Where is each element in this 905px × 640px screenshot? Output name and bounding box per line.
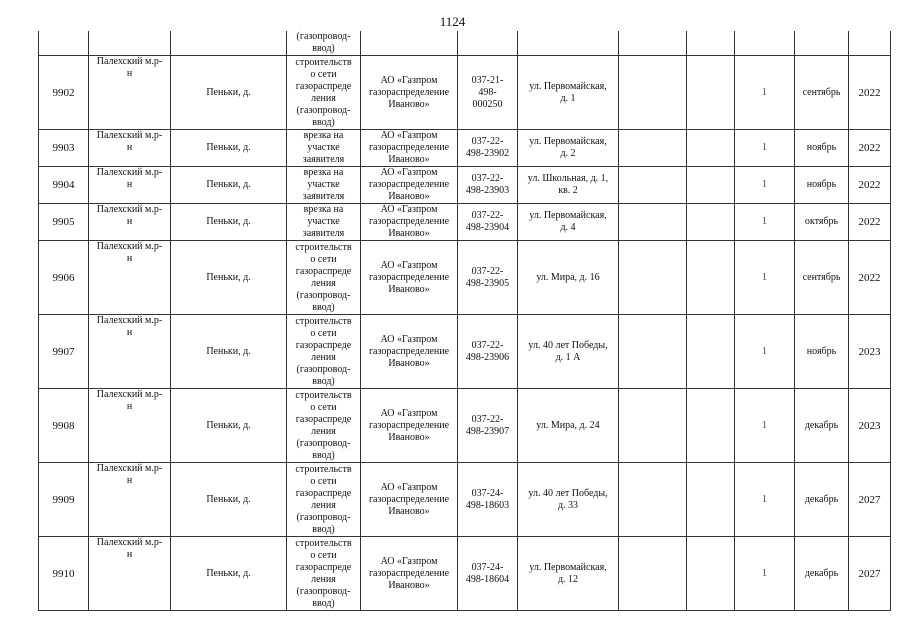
year-cell: 2022 xyxy=(849,56,891,130)
application-code-cell: 037-22- 498-23902 xyxy=(458,130,518,167)
empty-cell xyxy=(687,389,735,463)
locality-cell: Пеньки, д. xyxy=(171,130,287,167)
organization-cell: АО «Газпром газораспределение Иваново» xyxy=(361,537,458,611)
district-cell: Палехский м.р- н xyxy=(89,167,171,204)
continuation-row xyxy=(39,31,891,56)
work-type-cell: врезка на участке заявителя xyxy=(287,167,361,204)
page-number: 1124 xyxy=(439,14,466,29)
organization-cell: АО «Газпром газораспределение Иваново» xyxy=(361,315,458,389)
district-cell: Палехский м.р- н xyxy=(89,241,171,315)
application-code-cell: 037-22- 498-23905 xyxy=(458,241,518,315)
month-cell: декабрь xyxy=(795,389,849,463)
year-cell: 2027 xyxy=(849,537,891,611)
row-number-cell: 9903 xyxy=(39,130,89,167)
month-cell: сентябрь xyxy=(795,241,849,315)
count-cell: 1 xyxy=(735,167,795,204)
work-type-cell: строительств о сети газораспреде ления (газопровод- ввод) xyxy=(287,389,361,463)
organization-cell: АО «Газпром газораспределение Иваново» xyxy=(361,204,458,241)
table-row xyxy=(39,56,891,130)
district-cell: Палехский м.р- н xyxy=(89,56,171,130)
work-type-cell: (газопровод- ввод) xyxy=(287,31,361,56)
locality-cell: Пеньки, д. xyxy=(171,241,287,315)
organization-cell: АО «Газпром газораспределение Иваново» xyxy=(361,56,458,130)
row-number-cell: 9904 xyxy=(39,167,89,204)
organization-cell: АО «Газпром газораспределение Иваново» xyxy=(361,167,458,204)
empty-cell xyxy=(687,56,735,130)
application-code-cell: 037-24- 498-18603 xyxy=(458,463,518,537)
empty-cell xyxy=(687,537,735,611)
table-row xyxy=(39,463,891,537)
district-cell: Палехский м.р- н xyxy=(89,389,171,463)
empty-cell xyxy=(687,167,735,204)
work-type-cell: врезка на участке заявителя xyxy=(287,130,361,167)
locality-cell: Пеньки, д. xyxy=(171,167,287,204)
empty-cell xyxy=(687,463,735,537)
month-cell: октябрь xyxy=(795,204,849,241)
empty-cell xyxy=(619,463,687,537)
year-cell: 2022 xyxy=(849,167,891,204)
empty-cell xyxy=(619,389,687,463)
application-code-cell: 037-22- 498-23906 xyxy=(458,315,518,389)
empty-cell xyxy=(687,315,735,389)
address-cell: ул. Мира, д. 24 xyxy=(518,389,619,463)
year-cell: 2023 xyxy=(849,389,891,463)
table-row xyxy=(39,204,891,241)
table-row xyxy=(39,167,891,204)
row-number-cell: 9910 xyxy=(39,537,89,611)
application-code-cell: 037-22- 498-23903 xyxy=(458,167,518,204)
work-type-cell: строительств о сети газораспреде ления (газопровод- ввод) xyxy=(287,56,361,130)
work-type-cell: строительств о сети газораспреде ления (газопровод- ввод) xyxy=(287,537,361,611)
district-cell: Палехский м.р- н xyxy=(89,130,171,167)
organization-cell: АО «Газпром газораспределение Иваново» xyxy=(361,389,458,463)
year-cell: 2027 xyxy=(849,463,891,537)
count-cell: 1 xyxy=(735,130,795,167)
row-number-cell: 9905 xyxy=(39,204,89,241)
empty-cell xyxy=(687,130,735,167)
row-number-cell: 9908 xyxy=(39,389,89,463)
month-cell: сентябрь xyxy=(795,56,849,130)
organization-cell: АО «Газпром газораспределение Иваново» xyxy=(361,130,458,167)
address-cell: ул. Первомайская, д. 1 xyxy=(518,56,619,130)
work-type-cell: строительств о сети газораспреде ления (газопровод- ввод) xyxy=(287,241,361,315)
empty-cell xyxy=(687,241,735,315)
locality-cell: Пеньки, д. xyxy=(171,315,287,389)
application-code-cell: 037-24- 498-18604 xyxy=(458,537,518,611)
district-cell: Палехский м.р- н xyxy=(89,537,171,611)
table-row xyxy=(39,241,891,315)
month-cell: декабрь xyxy=(795,537,849,611)
table-row xyxy=(39,537,891,611)
table-row xyxy=(39,315,891,389)
empty-cell xyxy=(687,204,735,241)
application-code-cell: 037-22- 498-23907 xyxy=(458,389,518,463)
month-cell: декабрь xyxy=(795,463,849,537)
empty-cell xyxy=(619,167,687,204)
empty-cell xyxy=(619,537,687,611)
year-cell: 2023 xyxy=(849,315,891,389)
month-cell: ноябрь xyxy=(795,167,849,204)
year-cell: 2022 xyxy=(849,241,891,315)
count-cell: 1 xyxy=(735,56,795,130)
work-type-cell: строительств о сети газораспреде ления (газопровод- ввод) xyxy=(287,315,361,389)
work-type-cell: врезка на участке заявителя xyxy=(287,204,361,241)
empty-cell xyxy=(619,204,687,241)
locality-cell: Пеньки, д. xyxy=(171,56,287,130)
address-cell: ул. 40 лет Победы, д. 1 А xyxy=(518,315,619,389)
year-cell: 2022 xyxy=(849,204,891,241)
district-cell: Палехский м.р- н xyxy=(89,315,171,389)
row-number-cell: 9906 xyxy=(39,241,89,315)
work-type-cell: строительств о сети газораспреде ления (газопровод- ввод) xyxy=(287,463,361,537)
row-number-cell: 9907 xyxy=(39,315,89,389)
empty-cell xyxy=(619,241,687,315)
address-cell: ул. Первомайская, д. 12 xyxy=(518,537,619,611)
address-cell: ул. Мира, д. 16 xyxy=(518,241,619,315)
district-cell: Палехский м.р- н xyxy=(89,204,171,241)
address-cell: ул. 40 лет Победы, д. 33 xyxy=(518,463,619,537)
empty-cell xyxy=(619,56,687,130)
row-number-cell: 9902 xyxy=(39,56,89,130)
count-cell: 1 xyxy=(735,463,795,537)
table-row xyxy=(39,389,891,463)
count-cell: 1 xyxy=(735,204,795,241)
count-cell: 1 xyxy=(735,537,795,611)
row-number-cell: 9909 xyxy=(39,463,89,537)
empty-cell xyxy=(619,315,687,389)
address-cell: ул. Первомайская, д. 4 xyxy=(518,204,619,241)
organization-cell: АО «Газпром газораспределение Иваново» xyxy=(361,463,458,537)
count-cell: 1 xyxy=(735,241,795,315)
empty-cell xyxy=(619,130,687,167)
table-row xyxy=(39,130,891,167)
organization-cell: АО «Газпром газораспределение Иваново» xyxy=(361,241,458,315)
count-cell: 1 xyxy=(735,389,795,463)
month-cell: ноябрь xyxy=(795,130,849,167)
locality-cell: Пеньки, д. xyxy=(171,204,287,241)
locality-cell: Пеньки, д. xyxy=(171,389,287,463)
address-cell: ул. Школьная, д. 1, кв. 2 xyxy=(518,167,619,204)
locality-cell: Пеньки, д. xyxy=(171,537,287,611)
gasification-table xyxy=(38,31,891,611)
locality-cell: Пеньки, д. xyxy=(171,463,287,537)
count-cell: 1 xyxy=(735,315,795,389)
year-cell: 2022 xyxy=(849,130,891,167)
district-cell: Палехский м.р- н xyxy=(89,463,171,537)
address-cell: ул. Первомайская, д. 2 xyxy=(518,130,619,167)
application-code-cell: 037-22- 498-23904 xyxy=(458,204,518,241)
application-code-cell: 037-21- 498- 000250 xyxy=(458,56,518,130)
month-cell: ноябрь xyxy=(795,315,849,389)
